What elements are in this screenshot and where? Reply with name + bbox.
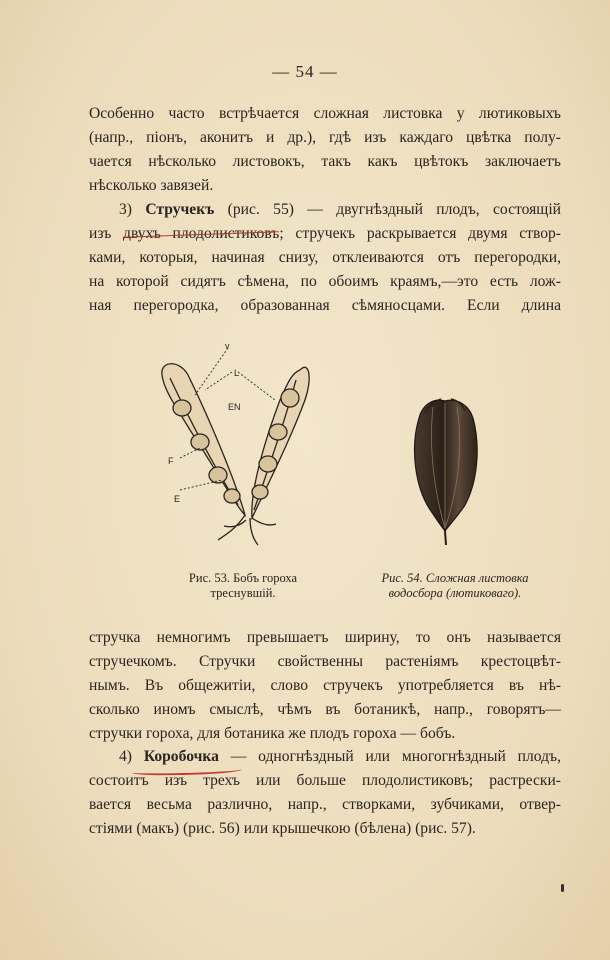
text-line — [89, 222, 561, 246]
figure-53-pea-pod-illustration — [150, 340, 320, 555]
label-e: E — [174, 494, 181, 504]
paragraph-4 — [89, 745, 561, 841]
text-line: (напр., піонъ, аконитъ и др.), гдѣ изъ каждаго цвѣтка полу- — [89, 129, 561, 146]
label-l: L — [234, 368, 240, 378]
caption-line: Рис. 53. Бобъ гороха — [188, 571, 298, 585]
text-line: стручечкомъ. Стручки свойственны растеніямъ крестоцвѣт- — [89, 653, 561, 670]
text-fragment: (рис. 55) — двугнѣздный плодъ, состоящій — [227, 201, 561, 218]
caption-line: Рис. 54. Сложная листовка — [381, 571, 529, 585]
figure-54-caption — [370, 571, 540, 601]
text-fragment: — одногнѣздный или многогнѣздный плодъ, — [230, 748, 561, 765]
text-line: стручка немногимъ превышаетъ ширину, то онъ называется — [89, 629, 561, 646]
text-line: нѣсколько завязей. — [89, 177, 214, 194]
label-f: F — [168, 456, 174, 466]
text-line: на которой сидятъ сѣмена, по обоимъ краямъ,—это есть лож- — [89, 273, 561, 290]
text-line: Особенно часто встрѣчается сложная листовка у лютиковыхъ — [89, 105, 561, 122]
text-line: ная перегородка, образованная сѣмяносцами. Если длина — [89, 297, 561, 314]
caption-line: водосбора (лютиковаго). — [388, 586, 522, 600]
ink-speck — [561, 884, 564, 892]
text-line — [89, 198, 561, 222]
label-en: EN — [228, 402, 241, 412]
text-line: чается нѣсколько листовокъ, такъ какъ цвѣтокъ заключаетъ — [89, 153, 561, 170]
paragraph-2 — [89, 198, 561, 318]
label-v: v — [225, 341, 230, 351]
paragraph-1 — [89, 102, 561, 198]
text-line: сколько иномъ смыслѣ, чѣмъ въ ботаникѣ, напр., говорятъ— — [89, 701, 561, 718]
text-line: нымъ. Въ общежитіи, слово стручекъ употребляется въ нѣ- — [89, 677, 561, 694]
term-korobochka: Коробочка — [143, 748, 219, 765]
text-line: вается весьма различно, напр., створками, зубчиками, отвер- — [89, 796, 561, 813]
caption-line: треснувшій. — [210, 586, 276, 600]
item-number: 3) — [119, 201, 132, 218]
text-fragment: изъ — [89, 225, 112, 242]
item-number: 4) — [119, 748, 132, 765]
text-line: стручки гороха, для ботаника же плодъ гороха — бобъ. — [89, 725, 456, 742]
term-struchek: Стручекъ — [145, 201, 215, 218]
page-number: — 54 — — [272, 62, 338, 81]
text-line: состоитъ изъ трехъ или больше плодолистиковъ; растрески- — [89, 772, 561, 789]
text-line: стіями (макъ) (рис. 56) или крышечкою (бѣлена) (рис. 57). — [89, 820, 476, 837]
paragraph-3 — [89, 626, 561, 746]
struck-through-text: двухъ плодолистиковъ — [123, 225, 280, 242]
figure-53-caption — [168, 571, 318, 601]
text-line: ками, которыя, начиная снизу, отклеиваются отъ перегородки, — [89, 249, 561, 266]
text-fragment: ; стручекъ раскрывается двумя створ- — [279, 225, 561, 242]
text-line — [89, 745, 561, 769]
figure-54-follicle-illustration — [405, 393, 485, 548]
